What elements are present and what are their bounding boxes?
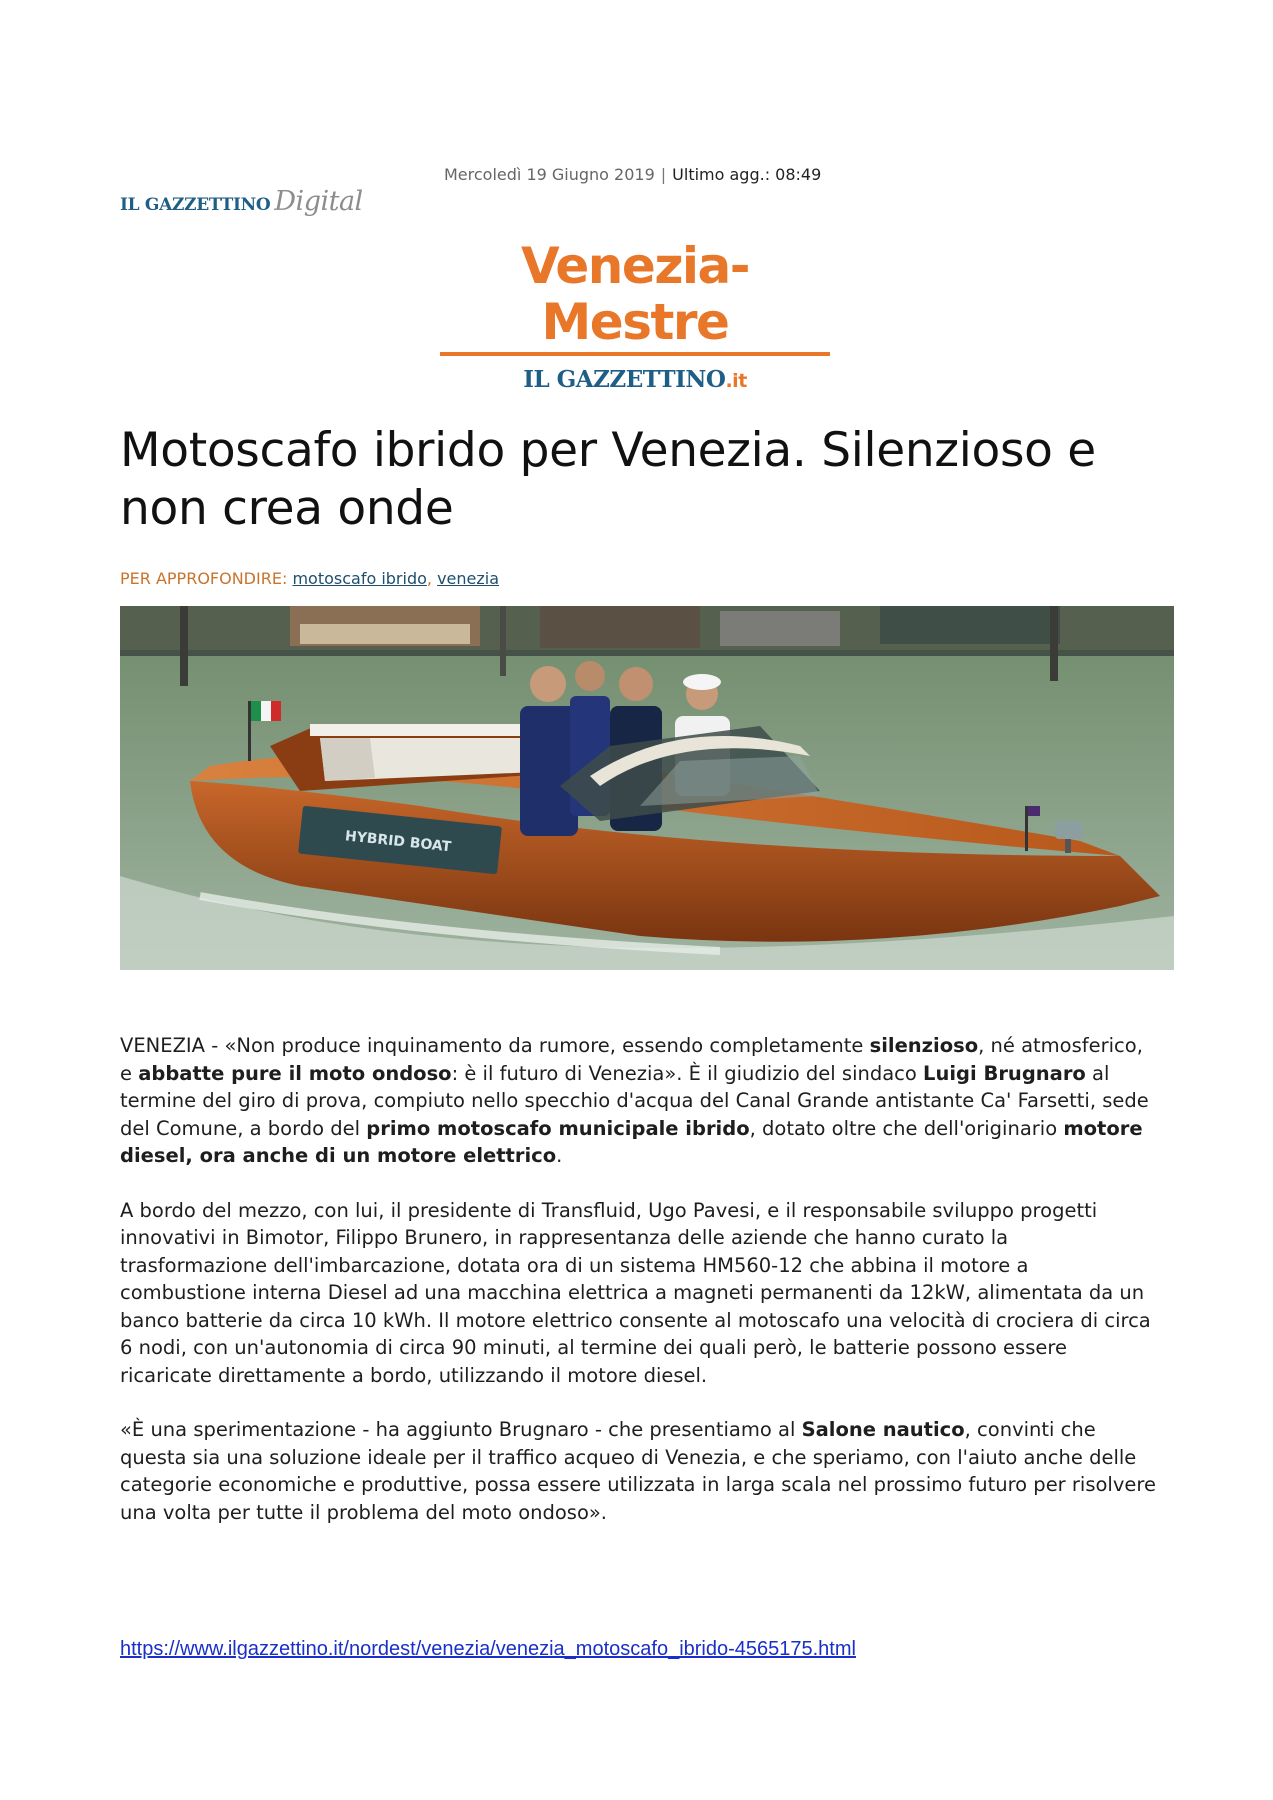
source-url-link[interactable]: https://www.ilgazzettino.it/nordest/venezia/venezia_motoscafo_ibrido-4565175.html [120, 1638, 856, 1660]
masthead-brand [440, 366, 830, 393]
article-paragraph-2: A bordo del mezzo, con lui, il presidente di Transfluid, Ugo Pavesi, e il responsabile sviluppo progetti innovativi in Bimotor, Filippo Brunero, in rappresentanza delle aziende che hanno curato la trasformazione dell'imbarcazione, dotata ora di un sistema HM560-12 che abbina il motore a combustione interna Diesel ad una macchina elettrica a magneti permanenti da 12kW, alimentata da un banco batterie da circa 10 kWh. Il motore elettrico consente al motoscafo una velocità di crociera di circa 6 nodi, con un'autonomia di circa 90 minuti, al termine dei quali però, le batterie possono essere ricaricate direttamente a bordo, utilizzando il motore diesel. [120, 1198, 1151, 1387]
boat-photo-illustration [120, 606, 1174, 970]
p3-bold-1: Salone nautico [801, 1418, 965, 1441]
p1-bold-2: abbatte pure il moto ondoso [138, 1061, 452, 1085]
related-tags [120, 569, 499, 588]
logo-digital-text: Digital [274, 186, 363, 217]
article-paragraph-1 [120, 1032, 1160, 1170]
p3-text-2: , convinti che questa sia una soluzione ideale per il traffico acqueo di Venezia, e che speriamo, con l'aiuto anche delle categorie economiche e produttive, possa essere utilizzata in larga scala nel prossimo futuro per risolvere una volta per tutte il problema del moto ondoso». [120, 1418, 1156, 1524]
p1-bold-5: motore diesel, ora anche di un motore elettrico [120, 1116, 1143, 1167]
p3-text-1: «È una sperimentazione - ha aggiunto Brugnaro - che presentiamo al [120, 1418, 802, 1441]
dateline [444, 165, 821, 184]
p1-text-6: . [556, 1144, 563, 1167]
tag-separator: , [426, 569, 432, 588]
p1-text-5: , dotato oltre che dell'originario [749, 1116, 1064, 1140]
tag-link-motoscafo-ibrido[interactable]: motoscafo ibrido [292, 569, 427, 588]
p1-bold-1: silenzioso [869, 1034, 979, 1057]
boat-label-text: HYBRID BOAT [344, 828, 452, 856]
p1-text-2: , né atmosferico, e [120, 1034, 1143, 1085]
dateline-separator: | [660, 165, 667, 184]
edition-title: Venezia-Mestre [440, 238, 830, 356]
gazzettino-digital-logo[interactable] [120, 186, 363, 217]
masthead-brand-text: IL GAZZETTINO [523, 366, 726, 393]
publication-date: Mercoledì 19 Giugno 2019 [444, 165, 655, 184]
tag-link-venezia[interactable]: venezia [437, 569, 500, 588]
masthead-tld: .it [725, 370, 747, 392]
p1-bold-4: primo motoscafo municipale ibrido [366, 1116, 750, 1140]
tags-label: PER APPROFONDIRE: [120, 569, 288, 588]
article-paragraph-3 [120, 1416, 1160, 1526]
p1-text-4: al termine del giro di prova, compiuto nello specchio d'acqua del Canal Grande antistante Ca' Farsetti, sede del Comune, a bordo del [120, 1061, 1149, 1140]
article-headline: Motoscafo ibrido per Venezia. Silenzioso e non crea onde [120, 423, 1096, 536]
p1-bold-3: Luigi Brugnaro [923, 1061, 1086, 1085]
logo-brand-text: IL GAZZETTINO [120, 195, 271, 215]
last-updated: Ultimo agg.: 08:49 [672, 165, 822, 184]
p1-text-1: VENEZIA - «Non produce inquinamento da rumore, essendo completamente [120, 1034, 870, 1057]
article-photo [120, 606, 1174, 970]
masthead[interactable] [440, 238, 830, 393]
p1-text-3: : è il futuro di Venezia». È il giudizio del sindaco [451, 1061, 924, 1085]
article-body [120, 1032, 1160, 1553]
